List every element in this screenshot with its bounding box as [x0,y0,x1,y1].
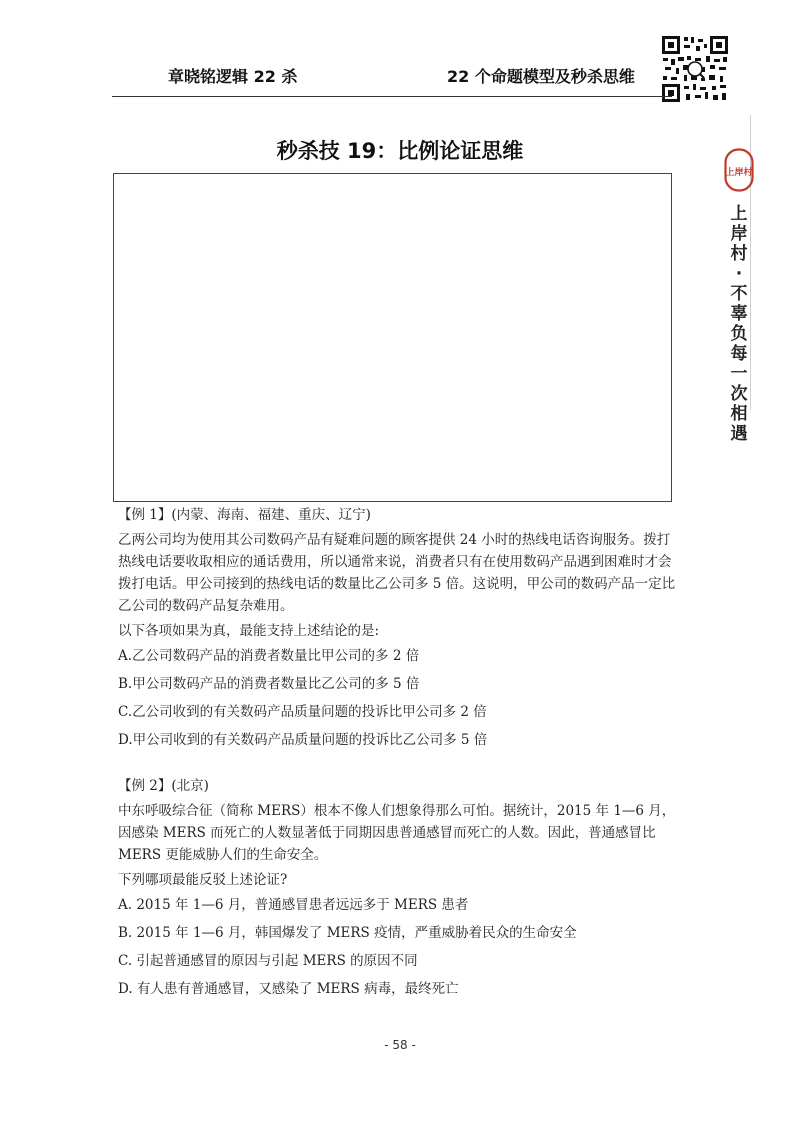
example-1-stem: 乙两公司均为使用其公司数码产品有疑难问题的顾客提供 24 小时的热线电话咨询服务。拨打热线电话要收取相应的通话费用，所以通常来说，消费者只有在使用数码产品遇到困难时才会拨打电话。甲公司接到的热线电话的数量比乙公司多 5 倍。这说明，甲公司的数码产品一定比乙公司的数码产品复杂难用。 [118,532,676,614]
example-2-option-c: C. 引起普通感冒的原因与引起 MERS 的原因不同 [118,953,418,969]
example-1-option-a: A.乙公司数码产品的消费者数量比甲公司的多 2 倍 [118,648,420,664]
example-1-question: 以下各项如果为真，最能支持上述结论的是: [118,623,380,639]
header-divider [112,96,672,97]
example-2-stem: 中东呼吸综合征（简称 MERS）根本不像人们想象得那么可怕。据统计，2015 年 1—6 月，因感染 MERS 而死亡的人数显著低于同期因患普通感冒而死亡的人数。因此，普通感冒比 MERS 更能威胁人们的生命安全。 [118,803,676,863]
sidebar-slogan: 上岸村·不辜负每一次相遇 [730,204,748,444]
sidebar [722,148,762,444]
example-1-option-d: D.甲公司收到的有关数码产品质量问题的投诉比乙公司多 5 倍 [118,732,488,748]
qr-code-icon [660,34,730,104]
example-2-option-b: B. 2015 年 1—6 月，韩国爆发了 MERS 疫情，严重威胁着民众的生命安全 [118,925,577,941]
example-1 [118,504,678,757]
example-2-option-a: A. 2015 年 1—6 月，普通感冒患者远远多于 MERS 患者 [118,897,469,913]
page-title: 秒杀技 19：比例论证思维 [276,139,524,163]
example-1-option-c: C.乙公司收到的有关数码产品质量问题的投诉比甲公司多 2 倍 [118,704,487,720]
example-2 [118,775,678,1006]
example-1-option-b: B.甲公司数码产品的消费者数量比乙公司的多 5 倍 [118,676,420,692]
example-1-heading: 【例 1】(内蒙、海南、福建、重庆、辽宁) [118,507,371,523]
example-2-question: 下列哪项最能反驳上述论证? [118,872,288,888]
blank-note-box [113,173,672,502]
header-right-title: 22 个命题模型及秒杀思维 [447,67,635,86]
example-2-option-d: D. 有人患有普通感冒，又感染了 MERS 病毒，最终死亡 [118,981,459,997]
seal-text: 上岸村 [725,168,753,178]
example-2-heading: 【例 2】(北京) [118,778,209,794]
page-number: - 58 - [384,1038,416,1052]
header-left-title: 章晓铭逻辑 22 杀 [168,67,298,86]
